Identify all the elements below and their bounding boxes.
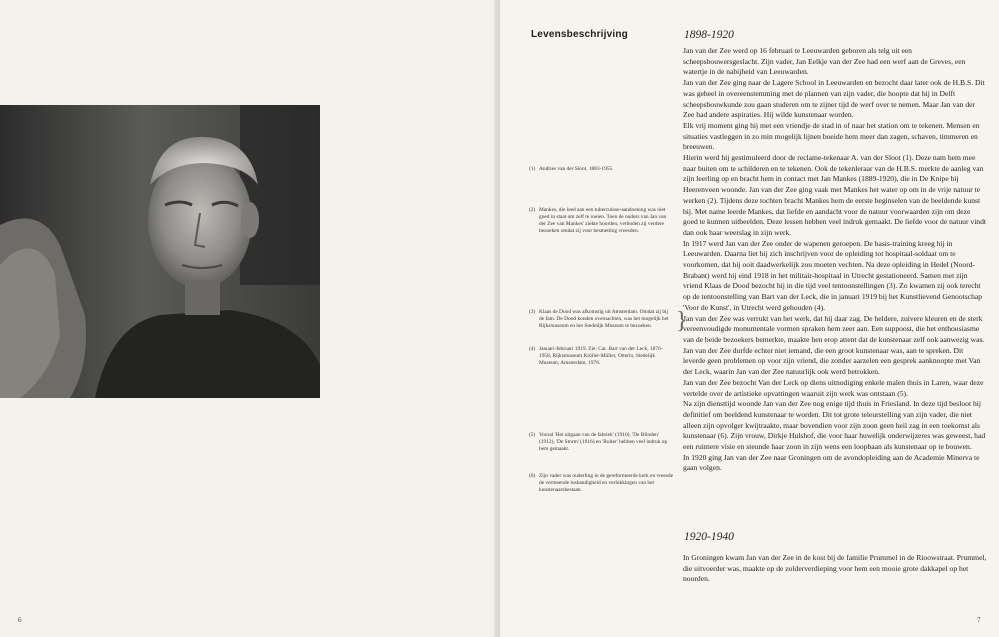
paragraph: Hierin werd hij gestimuleerd door de reclame-tekenaar A. van der Sloot (1). Deze nam hem mee naar buiten om te schilderen en te tekenen. Ook de tekenleraar van de H.B.S. merkte de aanleg van zijn leerling op en bracht hem in contact met Jan Mankes (1889-1920), die in De Knipe bij Heerenveen woonde. Jan van der Zee ging vaak met Mankes het water op om in de vrije natuur te werken (2). Tijdens deze tochten bracht Mankes hem de eerste beginselen van de beeldende kunst bij. Met name leerde Mankes, dat liefde en aandacht voor de natuur voorwaarden zijn om deze goed te kunnen uitbeelden. Deze lessen hebben veel indruk gemaakt. De liefde voor de natuur vindt dan ook haar weerslag in zijn werk. xyxy=(683,153,987,237)
paragraph: In 1920 ging Jan van der Zee naar Groningen om de avondopleiding aan de Academie Minerva te gaan volgen. xyxy=(683,452,980,473)
footnote-number: (1) xyxy=(529,166,536,172)
page-number-right: 7 xyxy=(977,616,981,624)
footnote xyxy=(529,473,673,494)
paragraph: Elk vrij moment ging hij met een vriendje de stad in of naar het station om te tekenen. Mensen en situaties vastleggen in zo min mogelijk lijnen boeide hem meer dan zagen, schaven, timmeren en breeuwen. xyxy=(683,120,980,152)
footnote-text: Andries van der Sloot, 1883-1955. xyxy=(539,166,614,172)
footnote-number: (6) xyxy=(529,473,536,479)
footnote-number: (2) xyxy=(529,207,536,213)
footnote-text: Zijn vader was ouderling in de gereformeerde kerk en vreesde de vermeende losbandigheid en verlokkingen van het kunstenaarsbestaan. xyxy=(539,473,673,493)
section-title-1920-1940: 1920-1940 xyxy=(684,531,734,543)
section-title-1898-1920: 1898-1920 xyxy=(684,29,734,41)
portrait-photo xyxy=(0,105,320,398)
section-body-1920-1940 xyxy=(683,553,987,585)
footnote xyxy=(529,432,673,453)
paragraph: In 1917 werd Jan van der Zee onder de wapenen geroepen. De basis-training kreeg hij in Leeuwarden. Daarna liet hij zich inschrijven voor de opleiding tot hospitaal-soldaat om te voorkomen, dat hij ooit daadwerkelijk zou moeten vechten. Na deze opleiding in Hedel (Noord-Brabant) werd hij eind 1918 in het militair-hospitaal in Utrecht gestationeerd. Samen met zijn vriend Klaas de Dood bezocht hij in die tijd veel tentoonstellingen (3). Zo kwamen zij ook terecht op de tentoonstelling van Bart van der Leck, die in januari 1919 bij het Kunstlievend Genootschap 'Voor de Kunst', in Utrecht werd gehouden (4). xyxy=(683,238,983,312)
chapter-heading: Levensbeschrijving xyxy=(531,29,628,40)
paragraph: Jan van der Zee was verrukt van het werk, dat hij daar zag. De heldere, zuivere kleuren en de sterk vereenvoudigde monumentale vormen spraken hem zeer aan. Een suppoost, die het enthousiasme van de beide bezoekers bemerkte, maakte hen erop attent dat de kunstenaar zelf ook aanwezig was. Jan van der Zee durfde echter niet iemand, die een groot kunstenaar was, aan te spreken. Dit leverde geen problemen op voor zijn vriend, die zonder aarzelen een gesprek aanknoopte met Van der Leck, waarin Jan van der Zee natuurlijk ook werd betrokken. xyxy=(683,313,985,377)
paragraph: Jan van der Zee ging naar de Lagere School in Leeuwarden en bezocht daar later ook de H.B.S. Dit was geheel in overeenstemming met de plannen van zijn vader, die hoopte dat hij in Delft scheepsbouwkunde zou gaan studeren om te zijner tijd de werf over te nemen. Maar Jan van der Zee had andere aspiraties. Hij wilde kunstenaar worden. xyxy=(683,78,985,120)
left-page xyxy=(0,0,497,637)
footnote xyxy=(529,346,673,367)
paragraph: Na zijn diensttijd woonde Jan van der Zee nog enige tijd thuis in Friesland. In deze tijd besloot hij definitief om beeldend kunstenaar te worden. Dit tot grote teleurstelling van zijn vader, die niet alleen zijn opvolger kwijtraakte, maar bovendien voor zijn zoon geen heil zag in een toekomst als kunstenaar (6). Zijn vrouw, Dirkje Hulshof, die voor haar huwelijk onderwijzeres was geweest, had een ruimere visie en steunde haar zoon in zijn wens een loopbaan als kunstenaar op te bouwen. xyxy=(683,399,986,452)
paragraph: In Groningen kwam Jan van der Zee in de kost bij de familie Prummel in de Rioowstraat. Prummel, die uitvoerder was, maakte op de zolderverdieping voor hem een mooie grote dakkapel op het noorden. xyxy=(683,553,987,584)
footnote-brace: } xyxy=(676,308,688,334)
footnote xyxy=(529,207,673,235)
page-number-left: 6 xyxy=(18,616,22,624)
footnote-text: Klaas de Dood was afkomstig uit Amsterdam. Omdat zij bij de fam. De Dood konden overnachten, was het mogelijk het Rijksmuseum en het Stedelijk Museum te bezoeken. xyxy=(539,309,669,329)
footnote-number: (5) xyxy=(529,432,536,438)
footnote-number: (4) xyxy=(529,346,536,352)
footnote-text: Mankes, die leed aan een tuberculose-aandoening was niet goed in staat om zelf te roeien. Toen de ouders van Jan van der Zee van Mankes' ziekte hoorden, verboden zij verdere bezoeken omdat zij voor besmetting vreesden. xyxy=(539,207,667,234)
footnote-text: Vooral 'Het uitgaan van de fabriek' (1910), 'De Blinden' (1912), 'De Storm' (1916) en 'Ruiter' hebben veel indruk op hem gemaakt. xyxy=(539,432,668,452)
paragraph: Jan van der Zee bezocht Van der Leck op diens uitnodiging enkele malen thuis in Laren, waar deze vertelde over de artistieke opvattingen waaruit zijn werk was ontstaan (5). xyxy=(683,377,984,398)
footnote xyxy=(529,166,673,173)
footnote xyxy=(529,309,673,330)
paragraph: Jan van der Zee werd op 16 februari te Leeuwarden geboren als telg uit een scheepsbouwersgeslacht. Zijn vader, Jan Eelkje van der Zee had een werf aan de Greves, een watertje in de nabijheid van Leeuwarden. xyxy=(683,46,966,77)
footnote-text: Januari-februari 1919. Zie: Cat. Bart van der Leck, 1876-1958, Rijksmuseum Kröller-Müller, Otterlo, Stedelijk Museum, Amsterdam, 1976. xyxy=(539,346,663,366)
section-body-1898-1920 xyxy=(683,46,987,474)
footnote-number: (3) xyxy=(529,309,536,315)
